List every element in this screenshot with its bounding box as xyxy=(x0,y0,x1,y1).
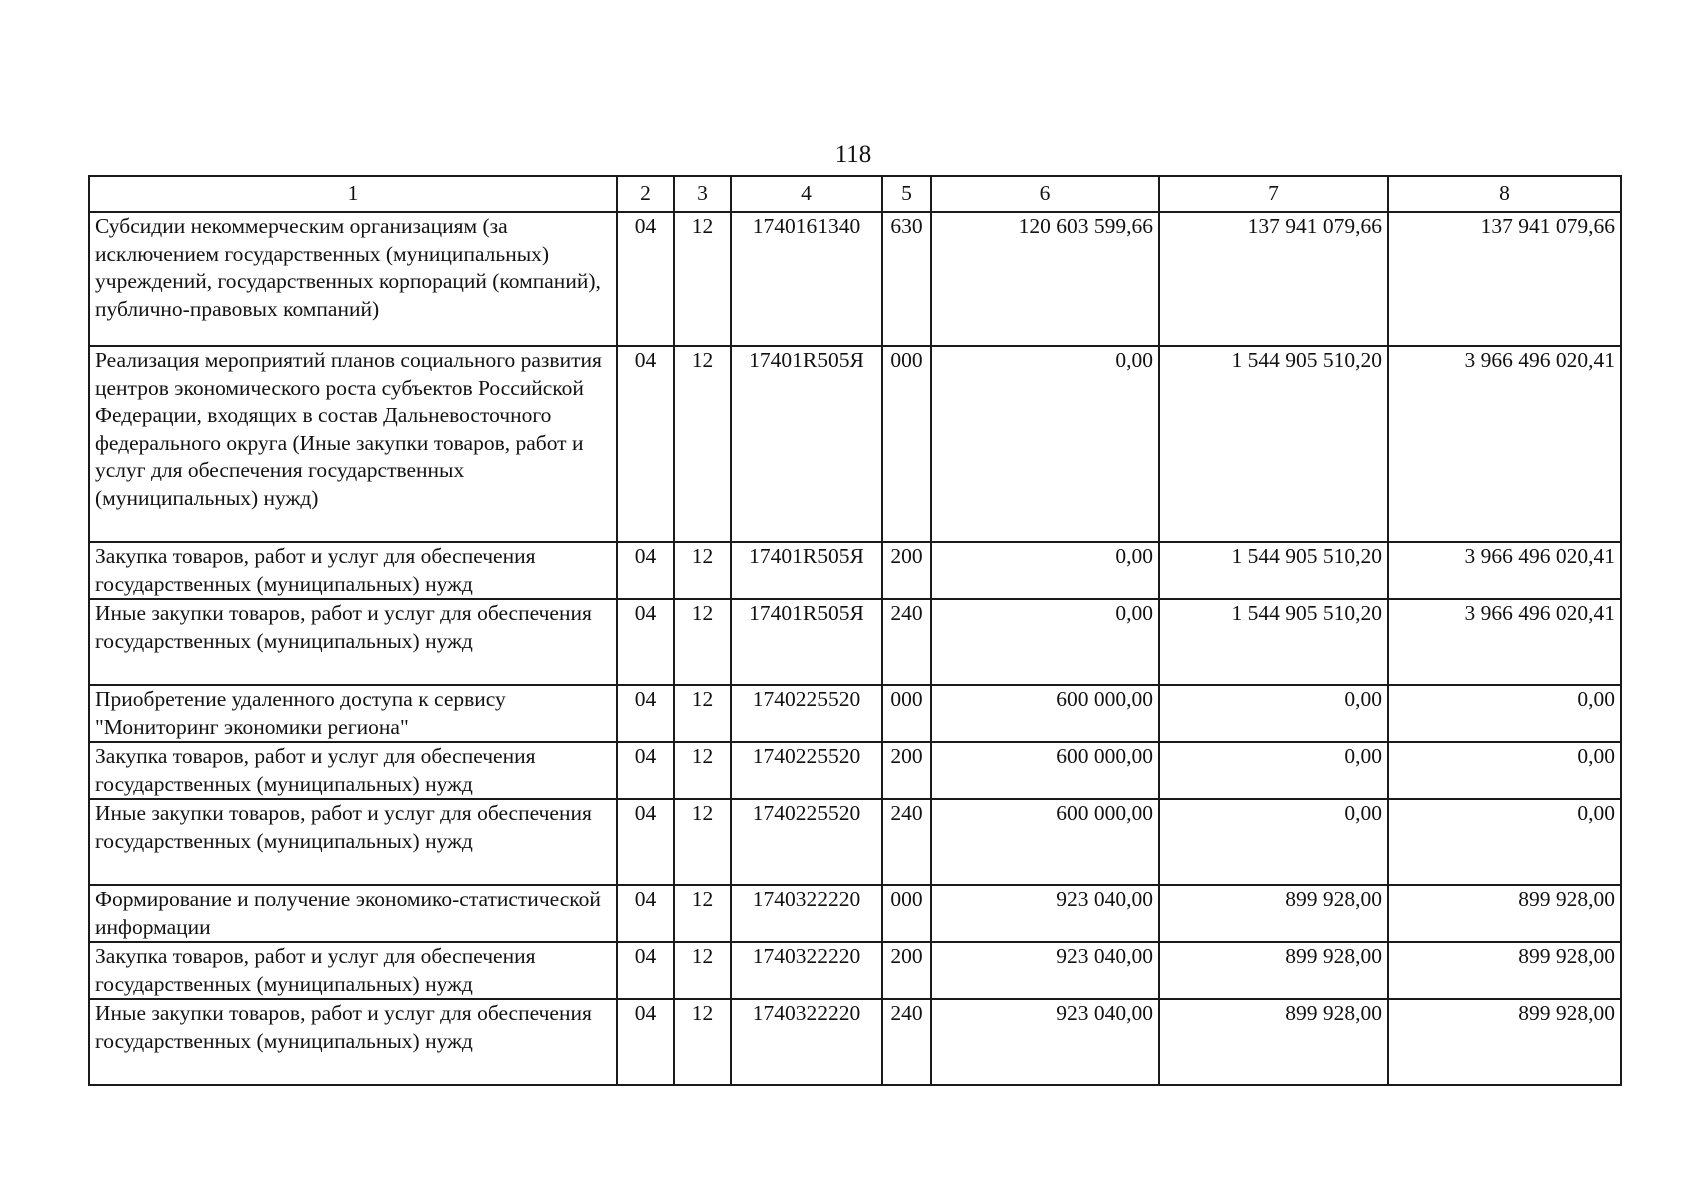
row-amount-6: 923 040,00 xyxy=(931,999,1159,1085)
row-target-code: 17401R505Я xyxy=(731,346,882,542)
row-subsection: 12 xyxy=(674,212,731,346)
row-section: 04 xyxy=(617,885,674,942)
row-section: 04 xyxy=(617,685,674,742)
row-amount-6: 0,00 xyxy=(931,599,1159,685)
header-col-4: 4 xyxy=(731,176,882,212)
table-row xyxy=(89,599,1621,685)
row-amount-7: 0,00 xyxy=(1159,685,1388,742)
row-name: Иные закупки товаров, работ и услуг для обеспечения государственных (муниципальных) нужд xyxy=(89,599,617,685)
row-amount-8: 3 966 496 020,41 xyxy=(1388,542,1621,599)
row-amount-8: 137 941 079,66 xyxy=(1388,212,1621,346)
row-target-code: 1740225520 xyxy=(731,685,882,742)
row-target-code: 17401R505Я xyxy=(731,542,882,599)
header-col-1: 1 xyxy=(89,176,617,212)
row-name: Приобретение удаленного доступа к сервису "Мониторинг экономики региона" xyxy=(89,685,617,742)
row-subsection: 12 xyxy=(674,999,731,1085)
header-col-5: 5 xyxy=(882,176,931,212)
row-amount-6: 923 040,00 xyxy=(931,885,1159,942)
row-amount-7: 899 928,00 xyxy=(1159,885,1388,942)
row-name: Субсидии некоммерческим организациям (за исключением государственных (муниципальных) учреждений, государственных корпораций (компаний), публично-правовых компаний) xyxy=(89,212,617,346)
row-target-code: 1740322220 xyxy=(731,942,882,999)
row-amount-7: 899 928,00 xyxy=(1159,999,1388,1085)
row-expense-type: 240 xyxy=(882,999,931,1085)
row-target-code: 17401R505Я xyxy=(731,599,882,685)
table-row xyxy=(89,799,1621,885)
header-col-2: 2 xyxy=(617,176,674,212)
row-expense-type: 200 xyxy=(882,942,931,999)
row-section: 04 xyxy=(617,599,674,685)
table-row xyxy=(89,885,1621,942)
row-name: Закупка товаров, работ и услуг для обеспечения государственных (муниципальных) нужд xyxy=(89,942,617,999)
row-target-code: 1740225520 xyxy=(731,799,882,885)
header-col-3: 3 xyxy=(674,176,731,212)
row-name: Иные закупки товаров, работ и услуг для обеспечения государственных (муниципальных) нужд xyxy=(89,999,617,1085)
row-amount-7: 0,00 xyxy=(1159,799,1388,885)
row-subsection: 12 xyxy=(674,885,731,942)
row-amount-6: 0,00 xyxy=(931,542,1159,599)
header-col-8: 8 xyxy=(1388,176,1621,212)
row-target-code: 1740322220 xyxy=(731,885,882,942)
row-amount-8: 899 928,00 xyxy=(1388,999,1621,1085)
table-row xyxy=(89,942,1621,999)
row-subsection: 12 xyxy=(674,685,731,742)
row-amount-6: 923 040,00 xyxy=(931,942,1159,999)
row-subsection: 12 xyxy=(674,942,731,999)
row-target-code: 1740322220 xyxy=(731,999,882,1085)
row-expense-type: 000 xyxy=(882,885,931,942)
row-section: 04 xyxy=(617,212,674,346)
row-name: Реализация мероприятий планов социального развития центров экономического роста субъектов Российской Федерации, входящих в состав Дальневосточного федерального округа (Иные закупки товаров, работ и услуг для обеспечения государственных (муниципальных) нужд) xyxy=(89,346,617,542)
row-section: 04 xyxy=(617,742,674,799)
row-section: 04 xyxy=(617,799,674,885)
row-amount-8: 3 966 496 020,41 xyxy=(1388,346,1621,542)
row-amount-8: 0,00 xyxy=(1388,742,1621,799)
table-row xyxy=(89,685,1621,742)
row-expense-type: 200 xyxy=(882,542,931,599)
row-section: 04 xyxy=(617,942,674,999)
table-header xyxy=(89,176,1621,212)
row-amount-7: 1 544 905 510,20 xyxy=(1159,599,1388,685)
row-amount-8: 0,00 xyxy=(1388,685,1621,742)
row-amount-7: 1 544 905 510,20 xyxy=(1159,542,1388,599)
header-row xyxy=(89,176,1621,212)
row-amount-8: 899 928,00 xyxy=(1388,942,1621,999)
table-row xyxy=(89,742,1621,799)
row-expense-type: 630 xyxy=(882,212,931,346)
row-target-code: 1740161340 xyxy=(731,212,882,346)
page-number: 118 xyxy=(834,141,872,168)
row-subsection: 12 xyxy=(674,346,731,542)
row-amount-8: 3 966 496 020,41 xyxy=(1388,599,1621,685)
header-col-7: 7 xyxy=(1159,176,1388,212)
row-amount-6: 600 000,00 xyxy=(931,799,1159,885)
table-row xyxy=(89,212,1621,346)
header-col-6: 6 xyxy=(931,176,1159,212)
budget-table xyxy=(88,175,1622,1086)
row-subsection: 12 xyxy=(674,799,731,885)
row-amount-7: 137 941 079,66 xyxy=(1159,212,1388,346)
row-amount-6: 600 000,00 xyxy=(931,742,1159,799)
row-amount-7: 0,00 xyxy=(1159,742,1388,799)
row-amount-6: 0,00 xyxy=(931,346,1159,542)
table-row xyxy=(89,999,1621,1085)
row-name: Иные закупки товаров, работ и услуг для обеспечения государственных (муниципальных) нужд xyxy=(89,799,617,885)
table-row xyxy=(89,346,1621,542)
row-section: 04 xyxy=(617,999,674,1085)
table-body xyxy=(89,212,1621,1085)
table-row xyxy=(89,542,1621,599)
row-amount-6: 600 000,00 xyxy=(931,685,1159,742)
row-name: Закупка товаров, работ и услуг для обеспечения государственных (муниципальных) нужд xyxy=(89,742,617,799)
row-amount-7: 1 544 905 510,20 xyxy=(1159,346,1388,542)
row-expense-type: 000 xyxy=(882,346,931,542)
row-name: Формирование и получение экономико-статистической информации xyxy=(89,885,617,942)
row-amount-7: 899 928,00 xyxy=(1159,942,1388,999)
row-subsection: 12 xyxy=(674,542,731,599)
row-amount-8: 0,00 xyxy=(1388,799,1621,885)
row-subsection: 12 xyxy=(674,742,731,799)
row-subsection: 12 xyxy=(674,599,731,685)
row-expense-type: 200 xyxy=(882,742,931,799)
row-amount-6: 120 603 599,66 xyxy=(931,212,1159,346)
row-section: 04 xyxy=(617,346,674,542)
row-amount-8: 899 928,00 xyxy=(1388,885,1621,942)
row-name: Закупка товаров, работ и услуг для обеспечения государственных (муниципальных) нужд xyxy=(89,542,617,599)
row-expense-type: 000 xyxy=(882,685,931,742)
row-expense-type: 240 xyxy=(882,599,931,685)
row-section: 04 xyxy=(617,542,674,599)
row-target-code: 1740225520 xyxy=(731,742,882,799)
row-expense-type: 240 xyxy=(882,799,931,885)
